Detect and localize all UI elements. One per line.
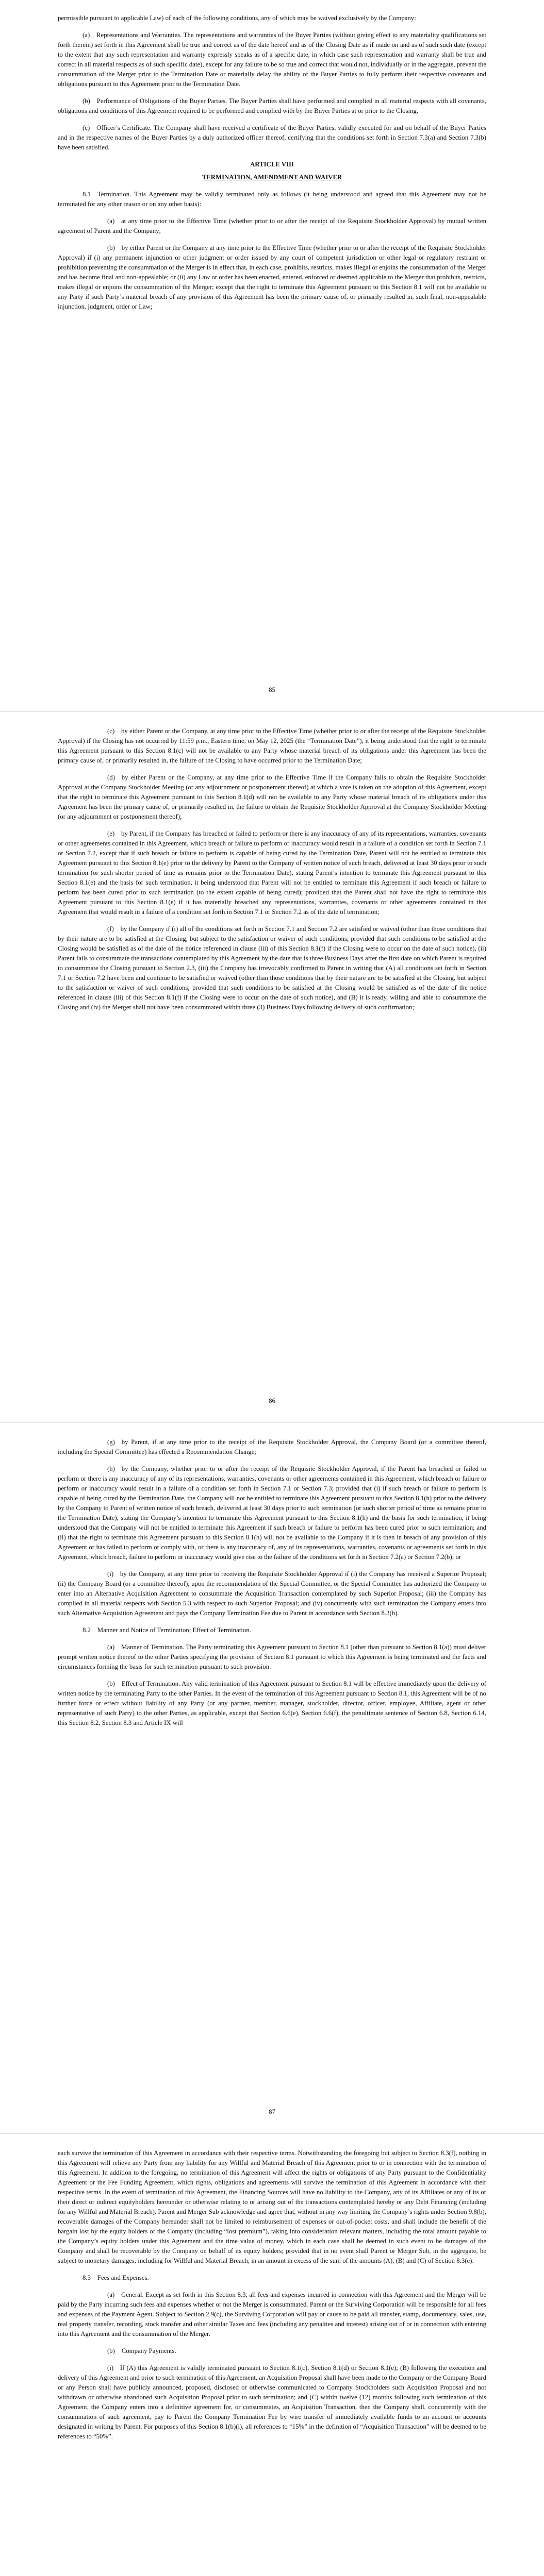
article-subtitle: TERMINATION, AMENDMENT AND WAIVER bbox=[202, 174, 342, 181]
paragraph: 8.1 Termination. This Agreement may be validly terminated only as follows (it being understood and agreed that this Agreement may not be terminated for any other reason or on any other basis): bbox=[58, 191, 486, 208]
paragraph: permissible pursuant to applicable Law) of each of the following conditions, any of which may be waived exclusively by the Company: bbox=[58, 14, 416, 22]
paragraph: (c) by either Parent or the Company, at any time prior to the Effective Time (whether prior to or after the receipt of the Requisite Stockholder Approval) if the Closing has not occurred by 11:59 p.m., Eastern time, on May 12, 2025 (the “Termination Date”), it being understood that the right to terminate this Agreement pursuant to this Section 8.1(c) will not be available to any Party whose material breach of its obligations under this Agreement has been the primary cause of, or primarily resulted in, the failure of the Closing to have occurred prior to the Termination Date; bbox=[58, 727, 486, 764]
paragraph: (b) Effect of Termination. Any valid termination of this Agreement pursuant to Section 8.1 will be effective immediately upon the delivery of written notice by the terminating Party to the other Parties. In the event of the termination of this Agreement pursuant to Section 8.1, this Agreement will be of no further force or effect without liability of any Party (or any partner, member, manager, stockholder, director, officer, employee, Affiliate, agent or other representative of such Party) to the other Parties, as applicable, except that Section 6.6(e), Section 6.6(f), the penultimate sentence of Section 6.8, Section 6.14, this Section 8.2, Section 8.3 and Article IX will bbox=[58, 1680, 486, 1726]
paragraph: 8.3 Fees and Expenses. bbox=[83, 2274, 149, 2281]
paragraph: (a) at any time prior to the Effective Time (whether prior to or after the receipt of the Requisite Stockholder Approval) by mutual written agreement of Parent and the Company; bbox=[58, 217, 486, 234]
paragraph: (i) If (A) this Agreement is validly terminated pursuant to Section 8.1(c), Section 8.1(d) or Section 8.1(e); (B) following the execution and delivery of this Agreement and prior to such termination of this Agreement, an Acquisition Proposal shall have been made to the Company or the Company Board or any Person shall have publicly announced, proposed, disclosed or otherwise communicated to Company Stockholders such Acquisition Proposal and not withdrawn or otherwise abandoned such Acquisition Proposal prior to such termination; and (C) within twelve (12) months following such termination of this Agreement, the Company enters into a definitive agreement for, or consummates, an Acquisition Transaction, then the Company shall, concurrently with the consummation of such agreement, pay to Parent the Company Termination Fee by wire transfer of immediately available funds to an account or accounts designated in writing by Parent. For purposes of this Section 8.1(b)(i), all references to “15%” in the definition of “Acquisition Transaction” will be deemed to be references to “50%”. bbox=[58, 2364, 486, 2440]
page-87 bbox=[0, 1424, 544, 2133]
paragraph: each survive the termination of this Agreement in accordance with their respective terms. Notwithstanding the foregoing but subject to Section 8.3(f), nothing in this Agreement will relieve any Party from any liability for any Willful and Material Breach of this Agreement prior to or in connection with the termination of this Agreement. In addition to the foregoing, no termination of this Agreement will affect the rights or obligations of any Party pursuant to the Confidentiality Agreement or the Fee Funding Agreement, which rights, obligations and agreements will survive the termination of this Agreement in accordance with their respective terms. In the event of termination of this Agreement, the Financing Sources will have no liability to the Company, any of its Affiliates or any of its or their direct or indirect equityholders hereunder or otherwise relating to or arising out of the transactions contemplated hereby or any Debt Financing (including for any Willful and Material Breach). Parent and Merger Sub acknowledge and agree that, without in any way limiting the Company’s rights under Section 9.8(b), recoverable damages of the Company hereunder shall not be limited to reimbursement of expenses or out-of-pocket costs, and shall include the benefit of the bargain lost by the equity holders of the Company (including “lost premium”), taking into consideration relevant matters, including the total amount payable to the Company’s equity holders under this Agreement and the time value of money, which in each case shall be deemed in such event to be damages of the Company and shall be recoverable by the Company on behalf of its equity holders; provided that in no event shall Parent or Merger Sub, in the aggregate, be subject to monetary damages, including for Willful and Material Breach, in an amount in excess of the sum of the amounts (A), (B) and (C) of Section 8.3(e). bbox=[58, 2149, 486, 2264]
page-number: 86 bbox=[269, 1397, 275, 1404]
paragraph: (g) by Parent, if at any time prior to the receipt of the Requisite Stockholder Approval, the Company Board (or a committee thereof, including the Special Committee) has effected a Recommendation Change; bbox=[58, 1438, 486, 1455]
page-85 bbox=[0, 0, 544, 711]
page-88 bbox=[0, 2135, 544, 2576]
paragraph: (e) by Parent, if the Company has breached or failed to perform or there is any inaccuracy of any of its representations, warranties, covenants or other agreements contained in this Agreement, which breach or failure to perform or inaccuracy would result in a failure of a condition set forth in Section 7.1 or Section 7.2, except that if such breach or failure to perform is capable of being cured by the Termination Date, Parent will not be entitled to terminate this Agreement pursuant to this Section 8.1(e) prior to the delivery by Parent to the Company of written notice of such breach, delivered at least 30 days prior to such termination (or such shorter period of time as remains prior to the Termination Date), stating Parent’s intention to terminate this Agreement pursuant to this Section 8.1(e) and the basis for such termination, it being understood that Parent will not be entitled to terminate this Agreement if such breach or failure to perform has been cured prior to such termination (to the extent capable of being cured); provided that the Parent shall not have the right to terminate this Agreement pursuant to this Section 8.1(e) if it has materially breached any representations, warranties, covenants or other agreements contained in this Agreement that would result in a failure of a condition set forth in Section 7.1 or Section 7.2 as of the date of termination; bbox=[58, 830, 486, 916]
paragraph: (b) by either Parent or the Company at any time prior to the Effective Time (whether prior to or after the receipt of the Requisite Stockholder Approval) if (i) any permanent injunction or other judgment or order issued by any court of competent jurisdiction or other legal or regulatory restraint or prohibition preventing the consummation of the Merger is in effect that, in each case, prohibits, restricts, makes illegal or enjoins the consummation of the Merger and has become final and non-appealable; or (ii) any Law or order has been enacted, entered, enforced or deemed applicable to the Merger that prohibits, restricts, makes illegal or enjoins the consummation of the Merger; except that the right to terminate this Agreement pursuant to this Section 8.1 will not be available to any Party if such Party’s material breach of any provision of this Agreement has been the primary cause of, or primarily resulted in, such final, non-appealable injunction, judgment, order or Law; bbox=[58, 244, 486, 310]
paragraph: (b) Company Payments. bbox=[107, 2347, 176, 2354]
page-number: 85 bbox=[269, 686, 275, 693]
paragraph: 8.2 Manner and Notice of Termination; Effect of Termination. bbox=[83, 1626, 251, 1634]
page-separator bbox=[0, 1422, 544, 1423]
paragraph: (a) Manner of Termination. The Party terminating this Agreement pursuant to Section 8.1 (other than pursuant to Section 8.1(a)) must deliver prompt written notice thereof to the other Parties specifying the provision of Section 8.1 pursuant to which this Agreement is being terminated and the facts and circumstances forming the basis for such termination pursuant to such provision. bbox=[58, 1643, 486, 1670]
page-separator bbox=[0, 711, 544, 712]
paragraph: (d) by either Parent or the Company, at any time prior to the Effective Time if the Company fails to obtain the Requisite Stockholder Approval at the Company Stockholder Meeting (or any adjournment or postponement thereof) at which a vote is taken on the adoption of this Agreement, except that the right to terminate this Agreement pursuant to this Section 8.1(d) will not be available to any Party whose material breach of its obligations under this Agreement has been the primary cause of, or primarily resulted in, the failure to obtain the Requisite Stockholder Approval at the Company Stockholder Meeting (or any adjournment or postponement thereof); bbox=[58, 774, 486, 820]
article-title: ARTICLE VIII bbox=[250, 161, 294, 168]
page-86 bbox=[0, 713, 544, 1422]
paragraph: (i) by the Company, at any time prior to receiving the Requisite Stockholder Approval if (i) the Company has received a Superior Proposal; (ii) the Company Board (or a committee thereof), upon the recommendation of the Special Committee, or the Special Committee has authorized the Company to enter into an Alternative Acquisition Agreement to consummate the Acquisition Transaction contemplated by such Superior Proposal; (iii) the Company has complied in all material respects with Section 5.3 with respect to such Superior Proposal; and (iv) concurrently with such termination the Company enters into such Alternative Acquisition Agreement and pays the Company Termination Fee due to Parent in accordance with Section 8.3(b). bbox=[58, 1570, 486, 1617]
paragraph: (b) Performance of Obligations of the Buyer Parties. The Buyer Parties shall have performed and complied in all material respects with all covenants, obligations and conditions of this Agreement required to be performed and complied with by the Buyer Parties at or prior to the Closing. bbox=[58, 97, 486, 114]
page-separator bbox=[0, 2133, 544, 2134]
paragraph: (a) General. Except as set forth in this Section 8.3, all fees and expenses incurred in connection with this Agreement and the Merger will be paid by the Party incurring such fees and expenses whether or not the Merger is consummated. Parent or the Surviving Corporation will be responsible for all fees and expenses of the Payment Agent. Subject to Section 2.9(c), the Surviving Corporation will pay or cause to be paid all transfer, stamp, documentary, sales, use, real property transfer, recording, stock transfer and other similar Taxes and fees (including any penalties and interest) arising out of or in connection with entering into this Agreement and the consummation of the Merger. bbox=[58, 2291, 486, 2337]
paragraph: (a) Representations and Warranties. The representations and warranties of the Buyer Parties (without giving effect to any materiality qualifications set forth therein) set forth in this Agreement shall be true and correct as of the date hereof and as of the Closing Date as if made on and as of such such date (except to the extent that any such representation and warranty expressly speaks as of a specific date, in which case such representation and warranty shall be true and correct in all material respects as of such specific date), except for any failure to be so true and correct that would not, individually or in the aggregate, prevent the consummation of the Merger prior to the Termination Date or materially delay the ability of the Buyer Parties to fully perform their respective covenants and obligations pursuant to this Agreement prior to the Termination Date. bbox=[58, 31, 486, 88]
paragraph: (f) by the Company if (i) all of the conditions set forth in Section 7.1 and Section 7.2 are satisfied or waived (other than those conditions that by their nature are to be satisfied at the Closing, but subject to the satisfaction or waiver of such conditions; provided that such conditions to be satisfied at the Closing would be satisfied as of the date of the notice referenced in clause (iii) of this Section 8.1(f) if the Closing were to occur on the date of such notice), (ii) Parent fails to consummate the transactions contemplated by this Agreement by the date that is three Business Days after the first date on which Parent is required to consummate the Closing pursuant to Section 2.3, (iii) the Company has irrevocably confirmed to Parent in writing that (A) all conditions set forth in Section 7.1 or Section 7.2 have been and continue to be satisfied or waived (other than those conditions that by their nature are to be satisfied at the Closing, but subject to the satisfaction or waiver of such conditions; provided that such conditions to be satisfied at the Closing would be satisfied as of the date of the notice referenced in clause (iii) of this Section 8.1(f) if the Closing were to occur on the date of such notice), and (B) it is ready, willing and able to consummate the Closing and (iv) the Merger shall not have been consummated within three (3) Business Days following delivery of such confirmation; bbox=[58, 925, 486, 1011]
paragraph: (c) Officer’s Certificate. The Company shall have received a certificate of the Buyer Parties, validly executed for and on behalf of the Buyer Parties and in the respective names of the Buyer Parties by a duly authorized officer thereof, certifying that the conditions set forth in Section 7.3(a) and Section 7.3(b) have been satisfied. bbox=[58, 124, 486, 151]
page-number: 87 bbox=[269, 2108, 275, 2115]
paragraph: (h) by the Company, whether prior to or after the receipt of the Requisite Stockholder Approval, if the Parent has breached or failed to perform or there is any inaccuracy of any of its representations, warranties, covenants or other agreements contained in this Agreement, which breach or failure to perform or inaccuracy would result in a failure of a condition set forth in Section 7.1 or Section 7.3; provided that (i) if such breach or failure to perform is capable of being cured by the Termination Date, the Company will not be entitled to terminate this Agreement pursuant to this Section 8.1(h) prior to the delivery by the Company to Parent of written notice of such breach, delivered at least 30 days prior to such termination (or such shorter period of time as remains prior to the Termination Date), stating the Company’s intention to terminate this Agreement pursuant to this Section 8.1(h) and the basis for such termination, it being understood that the Company will not be entitled to terminate this Agreement if such breach or failure to perform has been cured prior to such termination; and (ii) that the right to terminate this Agreement pursuant to this Section 8.1(h) will not be available to the Company if it is then in breach of any provision of this Agreement or has failed to perform or comply with, or there is any inaccuracy of, any of its representations, warranties, covenants or agreements set forth in this Agreement, which breach, failure to perform or inaccuracy would give rise to the failure of the conditions set forth in Section 7.2(a) or Section 7.2(b); or bbox=[58, 1465, 486, 1561]
